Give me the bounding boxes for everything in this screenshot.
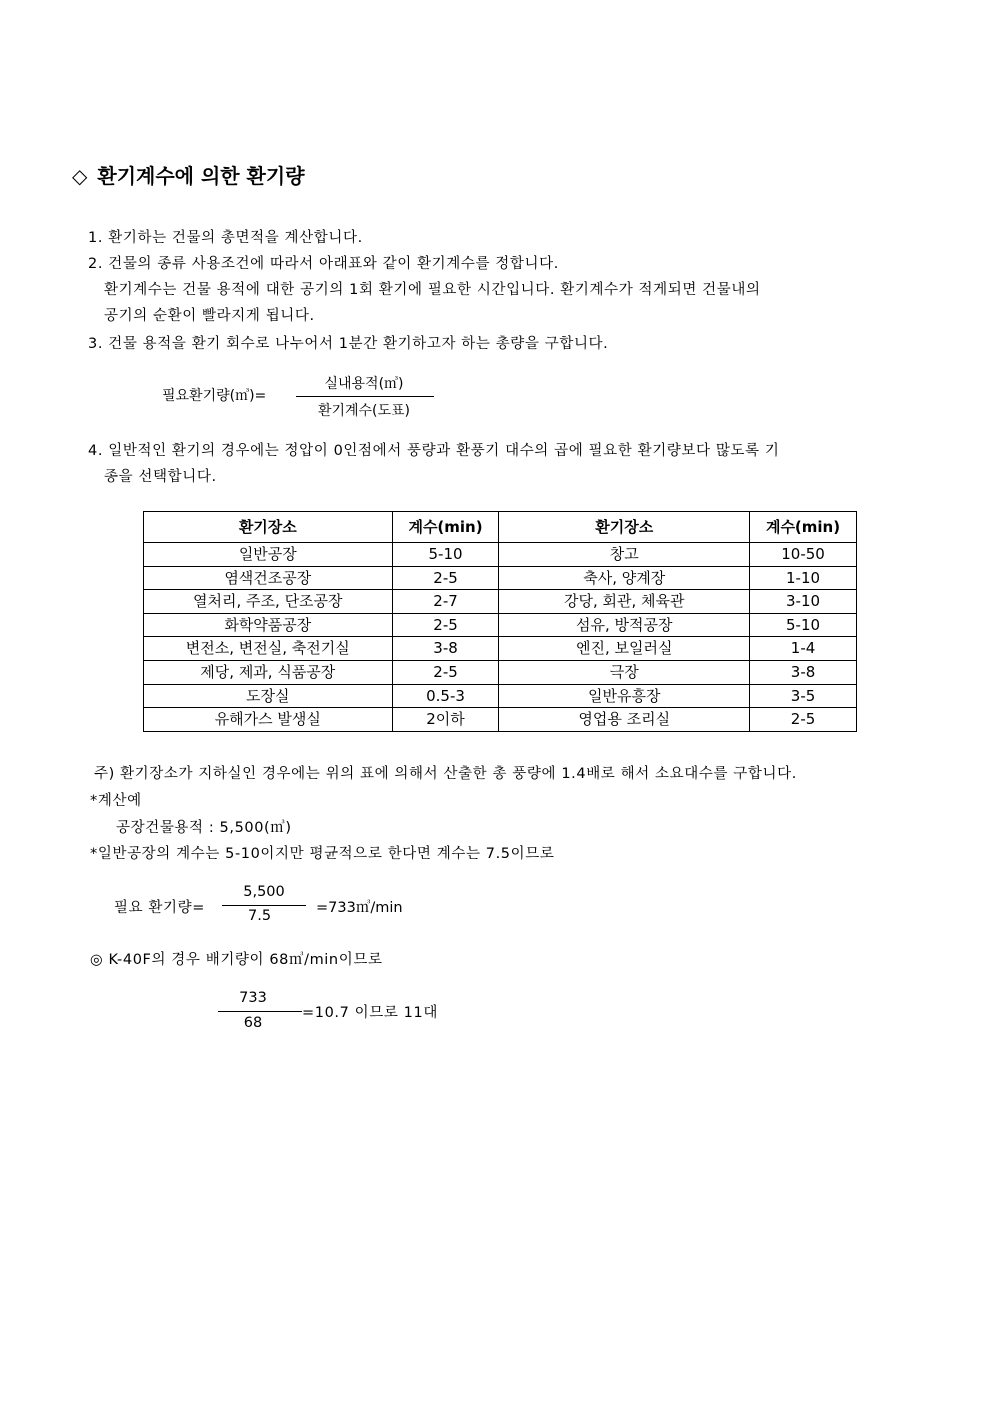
table-cell: 극장 (499, 660, 750, 684)
header-place-2: 환기장소 (499, 512, 750, 543)
table-cell: 변전소, 변전실, 축전기실 (144, 637, 393, 661)
page-title-text: 환기계수에 의한 환기량 (97, 164, 305, 188)
formula1-label: 필요환기량(㎥)= (162, 388, 267, 404)
table-cell: 5-10 (750, 613, 857, 637)
table-cell: 염색건조공장 (144, 566, 393, 590)
diamond-icon: ◇ (72, 164, 88, 188)
note-factory-coefficient: *일반공장의 계수는 5-10이지만 평균적으로 한다면 계수는 7.5이므로 (90, 846, 555, 862)
table-cell: 3-8 (750, 660, 857, 684)
table-cell: 3-5 (750, 684, 857, 708)
table-cell: 1-4 (750, 637, 857, 661)
table-cell: 3-10 (750, 590, 857, 614)
page-title (72, 160, 305, 189)
table-cell: 2-5 (392, 660, 499, 684)
table-row (144, 590, 857, 614)
table-cell: 0.5-3 (392, 684, 499, 708)
k40f-note: ◎ K-40F의 경우 배기량이 68㎥/min이므로 (90, 952, 383, 968)
step-3: 3. 건물 용적을 환기 회수로 나누어서 1분간 환기하고자 하는 총량을 구합니다. (88, 336, 609, 352)
table-cell: 2-5 (392, 613, 499, 637)
table-cell: 일반공장 (144, 543, 393, 567)
step-4-line-2: 종을 선택합니다. (104, 469, 217, 485)
step-2-line-3: 공기의 순환이 빨라지게 됩니다. (104, 308, 315, 324)
step-2-line-2: 환기계수는 건물 용적에 대한 공기의 1회 환기에 필요한 시간입니다. 환기계수가 적게되면 건물내의 (104, 282, 761, 298)
formula1-fraction-bar (296, 396, 434, 397)
note-basement: 주) 환기장소가 지하실인 경우에는 위의 표에 의해서 산출한 총 풍량에 1.4배로 해서 소요대수를 구합니다. (94, 766, 797, 782)
ventilation-coefficient-table (143, 511, 857, 732)
table-row (144, 660, 857, 684)
table-cell: 축사, 양계장 (499, 566, 750, 590)
table-row (144, 613, 857, 637)
step-1: 1. 환기하는 건물의 총면적을 계산합니다. (88, 230, 363, 246)
table-cell: 1-10 (750, 566, 857, 590)
table-cell: 2이하 (392, 708, 499, 732)
table-cell: 유해가스 발생실 (144, 708, 393, 732)
formula2-denominator: 7.5 (248, 908, 272, 924)
table-cell: 3-8 (392, 637, 499, 661)
table-row (144, 543, 857, 567)
formula3-fraction-bar (218, 1011, 302, 1012)
formula3-denominator: 68 (243, 1015, 263, 1031)
header-coef-2: 계수(min) (750, 512, 857, 543)
formula2-numerator: 5,500 (243, 884, 285, 900)
table-cell: 영업용 조리실 (499, 708, 750, 732)
table-cell: 2-5 (750, 708, 857, 732)
table-cell: 2-7 (392, 590, 499, 614)
table-row (144, 566, 857, 590)
table-cell: 10-50 (750, 543, 857, 567)
formula3-result: =10.7 이므로 11대 (302, 1005, 438, 1021)
formula2-label: 필요 환기량= (114, 900, 205, 916)
table-cell: 화학약품공장 (144, 613, 393, 637)
table-cell: 2-5 (392, 566, 499, 590)
table-cell: 강당, 회관, 체육관 (499, 590, 750, 614)
step-2: 2. 건물의 종류 사용조건에 따라서 아래표와 같이 환기계수를 정합니다. (88, 256, 559, 272)
table-cell: 5-10 (392, 543, 499, 567)
table-header-row (144, 512, 857, 543)
table-row (144, 684, 857, 708)
table-cell: 열처리, 주조, 단조공장 (144, 590, 393, 614)
note-calc-example: *계산예 (90, 793, 142, 809)
formula3-numerator: 733 (239, 990, 267, 1006)
formula1-denominator: 환기계수(도표) (317, 403, 411, 419)
note-factory-volume: 공장건물용적 : 5,500(㎥) (116, 820, 292, 836)
table-cell: 제당, 제과, 식품공장 (144, 660, 393, 684)
formula2-fraction-bar (222, 905, 306, 906)
header-coef-1: 계수(min) (392, 512, 499, 543)
header-place-1: 환기장소 (144, 512, 393, 543)
formula2-result: =733㎥/min (316, 900, 403, 916)
table-row (144, 708, 857, 732)
formula1-numerator: 실내용적(㎥) (324, 376, 404, 392)
table-cell: 엔진, 보일러실 (499, 637, 750, 661)
table-cell: 섬유, 방적공장 (499, 613, 750, 637)
table-cell: 일반유흥장 (499, 684, 750, 708)
step-4: 4. 일반적인 환기의 경우에는 정압이 0인점에서 풍량과 환풍기 대수의 곱에 필요한 환기량보다 많도록 기 (88, 443, 780, 459)
table-cell: 창고 (499, 543, 750, 567)
table-row (144, 637, 857, 661)
table-cell: 도장실 (144, 684, 393, 708)
